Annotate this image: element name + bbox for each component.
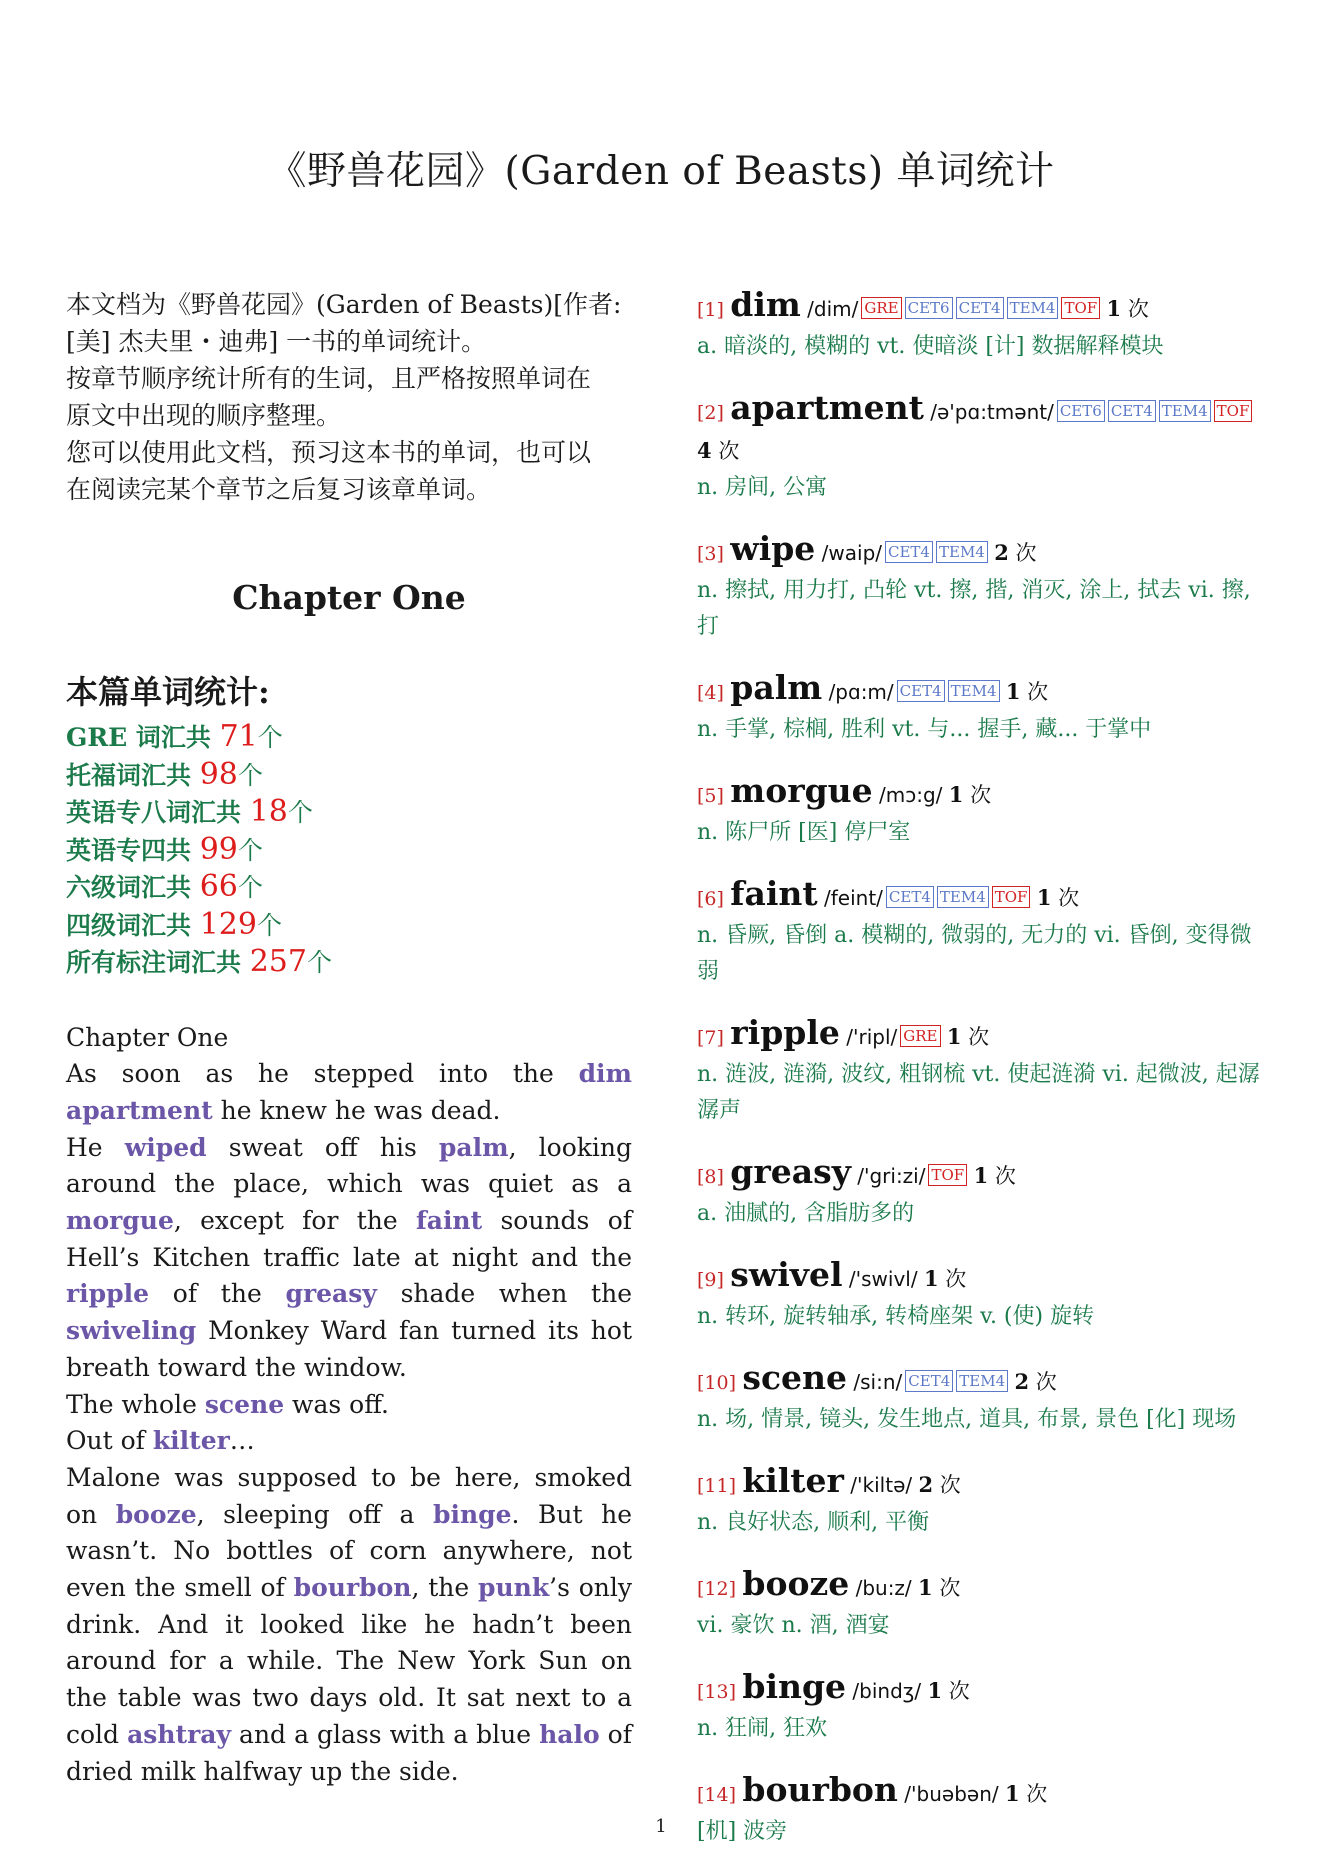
entry-times-label: 次 <box>968 1025 990 1049</box>
entry-frequency <box>918 1473 960 1497</box>
text-span: sweat off his <box>206 1132 439 1162</box>
entry-frequency <box>1014 1370 1056 1394</box>
text-span: He <box>66 1132 125 1162</box>
entry-count: 4 <box>697 438 712 463</box>
entry-definition: a. 油腻的, 含脂肪多的 <box>697 1201 915 1226</box>
exam-tag: GRE <box>900 1025 940 1047</box>
entry-index: [13] <box>697 1681 737 1703</box>
text-span: As soon as he stepped into the <box>66 1059 579 1089</box>
keyword-scene[interactable]: scene <box>204 1389 285 1419</box>
keyword-morgue[interactable]: morgue <box>66 1206 174 1236</box>
stat-unit: 个 <box>256 910 282 940</box>
exam-tag: GRE <box>861 297 901 319</box>
vocab-entry <box>697 286 1267 365</box>
text-span: , except for the <box>173 1206 416 1236</box>
exam-tag: CET4 <box>885 541 933 563</box>
entry-word[interactable]: swivel <box>730 1255 843 1294</box>
entry-times-label: 次 <box>945 1267 967 1291</box>
entry-count: 1 <box>1005 679 1021 704</box>
stat-count: 71 <box>219 719 258 754</box>
entry-count: 1 <box>948 782 964 807</box>
entry-frequency <box>1037 886 1079 910</box>
entry-index: [11] <box>697 1475 737 1497</box>
text-span: shade when the <box>376 1279 632 1309</box>
vocab-list <box>697 286 1267 1874</box>
text-span: . But he wasn’t. No bottles of corn anywhere, not even the smell of <box>66 1499 632 1603</box>
text-span: , sleeping off a <box>196 1499 433 1529</box>
vocab-entry <box>697 1153 1267 1232</box>
entry-phonetic: /bu:z/ <box>855 1576 912 1600</box>
entry-times-label: 次 <box>1127 297 1149 321</box>
entry-definition: vi. 豪饮 n. 酒, 酒宴 <box>697 1613 890 1638</box>
stat-count: 257 <box>249 944 307 979</box>
exam-tag: TEM4 <box>936 541 988 563</box>
entry-frequency <box>994 541 1036 565</box>
vocab-entry <box>697 530 1267 645</box>
entry-phonetic: /'buəbən/ <box>904 1782 999 1806</box>
entry-definition: n. 昏厥, 昏倒 a. 模糊的, 微弱的, 无力的 vi. 昏倒, 变得微弱 <box>697 923 1252 984</box>
text-span: sounds of Hell’s Kitchen traffic late at night and the <box>66 1206 632 1272</box>
vocab-entry <box>697 1462 1267 1541</box>
exam-tag: TOF <box>1061 297 1100 319</box>
entry-frequency <box>918 1576 960 1600</box>
exam-tag: CET4 <box>897 680 945 702</box>
entry-word[interactable]: binge <box>742 1667 847 1706</box>
stat-all <box>66 944 632 982</box>
entry-index: [12] <box>697 1578 737 1600</box>
text-paragraph <box>66 1387 632 1424</box>
entry-index: [9] <box>697 1269 724 1291</box>
stats-title: 本篇单词统计: <box>66 673 270 711</box>
entry-index: [5] <box>697 785 724 807</box>
entry-phonetic: /mɔ:g/ <box>879 783 943 807</box>
entry-frequency <box>949 783 991 807</box>
stat-unit: 个 <box>237 835 263 865</box>
entry-index: [8] <box>697 1166 724 1188</box>
intro-line: 在阅读完某个章节之后复习该章单词。 <box>66 475 492 504</box>
stat-tem4 <box>66 832 632 870</box>
stats-list <box>66 719 632 982</box>
text-paragraph <box>66 1460 632 1790</box>
keyword-apartment[interactable]: apartment <box>66 1095 213 1125</box>
stat-label: 托福词汇共 <box>66 760 200 790</box>
keyword-bourbon[interactable]: bourbon <box>293 1573 412 1603</box>
page-number: 1 <box>655 1816 667 1837</box>
entry-headline <box>697 1565 1267 1608</box>
stat-label: 英语专四共 <box>66 835 200 865</box>
entry-count: 1 <box>946 1024 962 1049</box>
entry-index: [10] <box>697 1372 737 1394</box>
keyword-booze[interactable]: booze <box>115 1499 197 1529</box>
entry-count: 1 <box>1106 296 1122 321</box>
entry-word[interactable]: bourbon <box>742 1770 898 1809</box>
entry-word[interactable]: ripple <box>730 1013 840 1052</box>
vocab-entry <box>697 875 1267 990</box>
entry-headline <box>697 1153 1267 1196</box>
keyword-dim[interactable]: dim <box>578 1059 632 1089</box>
keyword-ripple[interactable]: ripple <box>66 1279 150 1309</box>
stat-unit: 个 <box>306 948 332 977</box>
vocab-entry <box>697 1256 1267 1335</box>
entry-word[interactable]: booze <box>742 1564 850 1603</box>
entry-definition: n. 良好状态, 顺利, 平衡 <box>697 1510 930 1535</box>
intro-line: 您可以使用此文档，预习这本书的单词，也可以 <box>66 438 592 467</box>
entry-times-label: 次 <box>994 1164 1016 1188</box>
stat-unit: 个 <box>287 798 313 827</box>
text-span: of dried milk halfway up the side. <box>66 1719 632 1786</box>
entry-word[interactable]: greasy <box>730 1152 851 1191</box>
text-span: of the <box>149 1279 286 1309</box>
entry-definition: n. 手掌, 棕榈, 胜利 vt. 与... 握手, 藏... 于掌中 <box>697 717 1152 742</box>
exam-tag: TOF <box>928 1164 967 1186</box>
text-paragraph <box>66 1423 632 1460</box>
stat-cet6 <box>66 869 632 907</box>
entry-index: [3] <box>697 543 724 565</box>
text-span: he knew he was dead. <box>212 1095 501 1125</box>
entry-phonetic: /feint/ <box>824 886 883 910</box>
intro-line: 原文中出现的顺序整理。 <box>66 401 342 430</box>
exam-tag: CET6 <box>905 297 953 319</box>
left-column <box>66 286 632 1790</box>
exam-tag: CET4 <box>1108 400 1156 422</box>
text-span: The whole <box>66 1389 205 1419</box>
keyword-faint[interactable]: faint <box>415 1206 483 1236</box>
entry-times-label: 次 <box>939 1473 961 1497</box>
entry-times-label: 次 <box>1015 541 1037 565</box>
text-paragraph <box>66 1056 632 1129</box>
entry-count: 1 <box>927 1678 943 1703</box>
stat-label: 四级词汇共 <box>66 910 200 940</box>
keyword-ashtray[interactable]: ashtray <box>127 1719 231 1749</box>
entry-headline <box>697 669 1267 712</box>
vocab-entry <box>697 1359 1267 1438</box>
stat-unit: 个 <box>257 723 283 752</box>
entry-index: [2] <box>697 402 724 424</box>
intro-line: 本文档为《野兽花园》(Garden of Beasts)[作者: <box>66 290 622 319</box>
text-line: Chapter One <box>66 1022 229 1052</box>
intro-paragraph <box>66 286 632 508</box>
entry-word[interactable]: palm <box>730 668 823 707</box>
entry-headline <box>697 875 1267 918</box>
entry-headline <box>697 1668 1267 1711</box>
entry-definition: n. 擦拭, 用力打, 凸轮 vt. 擦, 揩, 消灭, 涂上, 拭去 vi. 擦, 打 <box>697 578 1251 639</box>
intro-line: 按章节顺序统计所有的生词，且严格按照单词在 <box>66 364 592 393</box>
stat-unit: 个 <box>237 873 263 902</box>
text-span: … <box>229 1426 255 1456</box>
entry-count: 2 <box>918 1472 934 1497</box>
entry-definition: n. 转环, 旋转轴承, 转椅座架 v. (使) 旋转 <box>697 1304 1095 1329</box>
stat-count: 66 <box>199 869 238 904</box>
entry-headline <box>697 286 1267 329</box>
entry-times-label: 次 <box>1027 680 1049 704</box>
text-span: , the <box>411 1573 478 1603</box>
entry-headline <box>697 1014 1267 1057</box>
intro-line: [美] 杰夫里・迪弗] 一书的单词统计。 <box>66 327 487 356</box>
text-span: , looking around the place, which was quiet as a <box>66 1132 632 1199</box>
chapter-title: Chapter One <box>232 578 466 617</box>
stat-count: 98 <box>199 756 238 792</box>
entry-word[interactable]: dim <box>730 285 801 324</box>
entry-definition: [机] 波旁 <box>697 1819 788 1844</box>
keyword-kilter[interactable]: kilter <box>152 1426 230 1456</box>
entry-definition: a. 暗淡的, 模糊的 vt. 使暗淡 [计] 数据解释模块 <box>697 334 1164 359</box>
exam-tag: CET4 <box>956 297 1004 319</box>
entry-headline <box>697 389 1267 470</box>
exam-tag: TEM4 <box>1159 400 1211 422</box>
entry-times-label: 次 <box>939 1576 961 1600</box>
text-span: was off. <box>284 1389 390 1419</box>
vocab-entry <box>697 669 1267 748</box>
stat-count: 129 <box>199 906 257 942</box>
stat-count: 99 <box>199 831 238 867</box>
entry-index: [14] <box>697 1784 737 1806</box>
entry-definition: n. 狂闹, 狂欢 <box>697 1716 828 1741</box>
keyword-swiveling[interactable]: swiveling <box>66 1316 197 1346</box>
page-title: 《野兽花园》(Garden of Beasts) 单词统计 <box>267 149 1055 194</box>
exam-tag: CET4 <box>886 886 934 908</box>
stat-label: 所有标注词汇共 <box>66 948 250 977</box>
exam-tag: TEM4 <box>1007 297 1059 319</box>
exam-tag: CET4 <box>905 1370 953 1392</box>
exam-tag: TEM4 <box>937 886 989 908</box>
entry-count: 2 <box>994 540 1009 565</box>
stat-unit: 个 <box>237 760 263 790</box>
stat-count: 18 <box>249 794 288 829</box>
entry-times-label: 次 <box>1026 1782 1048 1806</box>
entry-count: 2 <box>1014 1369 1030 1394</box>
vocab-entry <box>697 389 1267 506</box>
stat-gre <box>66 719 632 757</box>
text-span: Monkey Ward fan turned its hot breath toward the window. <box>66 1316 632 1382</box>
entry-times-label: 次 <box>718 439 740 463</box>
keyword-punk[interactable]: punk <box>477 1573 550 1603</box>
entry-definition: n. 涟波, 涟漪, 波纹, 粗钢梳 vt. 使起涟漪 vi. 起微波, 起潺潺声 <box>697 1062 1260 1123</box>
entry-phonetic: /'ripl/ <box>846 1025 898 1049</box>
text-span: and a glass with a blue <box>231 1719 540 1749</box>
vocab-entry <box>697 1668 1267 1747</box>
entry-phonetic: /waip/ <box>821 541 882 565</box>
entry-definition: n. 场, 情景, 镜头, 发生地点, 道具, 布景, 景色 [化] 现场 <box>697 1407 1237 1432</box>
entry-frequency <box>947 1025 989 1049</box>
entry-index: [4] <box>697 682 724 704</box>
text-paragraph <box>66 1130 632 1387</box>
entry-index: [6] <box>697 888 724 910</box>
entry-count: 1 <box>1036 885 1052 910</box>
entry-times-label: 次 <box>1035 1370 1057 1394</box>
entry-definition: n. 陈尸所 [医] 停尸室 <box>697 820 911 845</box>
vocab-entry <box>697 772 1267 851</box>
entry-headline <box>697 1771 1267 1814</box>
keyword-palm[interactable]: palm <box>438 1132 509 1162</box>
exam-tag: TOF <box>992 886 1031 908</box>
entry-headline <box>697 1256 1267 1299</box>
entry-headline <box>697 1462 1267 1505</box>
exam-tag: TOF <box>1214 400 1253 422</box>
entry-headline <box>697 530 1267 573</box>
entry-frequency <box>697 439 739 463</box>
entry-phonetic: /dim/ <box>807 297 859 321</box>
entry-word[interactable]: scene <box>742 1358 848 1397</box>
entry-times-label: 次 <box>970 783 992 807</box>
stat-cet4 <box>66 907 632 945</box>
exam-tag: TEM4 <box>956 1370 1008 1392</box>
text-span: Malone was supposed to be here, smoked on <box>66 1462 632 1529</box>
entry-phonetic: /pɑ:m/ <box>828 680 894 704</box>
entry-frequency <box>974 1164 1016 1188</box>
entry-times-label: 次 <box>1058 886 1080 910</box>
keyword-wiped[interactable]: wiped <box>124 1132 207 1162</box>
entry-index: [7] <box>697 1027 724 1049</box>
entry-headline <box>697 1359 1267 1402</box>
entry-headline <box>697 772 1267 815</box>
entry-count: 1 <box>918 1575 933 1600</box>
vocab-entry <box>697 1014 1267 1129</box>
entry-phonetic: /si:n/ <box>853 1370 903 1394</box>
entry-count: 1 <box>1004 1781 1020 1806</box>
stat-label: 英语专八词汇共 <box>66 798 250 827</box>
entry-phonetic: /'kiltə/ <box>850 1473 913 1497</box>
exam-tag: TEM4 <box>948 680 1000 702</box>
entry-times-label: 次 <box>948 1679 970 1703</box>
chapter-text <box>66 1020 632 1791</box>
stat-label: GRE 词汇共 <box>66 723 220 752</box>
keyword-binge[interactable]: binge <box>433 1499 512 1529</box>
entry-word[interactable]: faint <box>730 874 818 913</box>
text-span: ’s only drink. And it looked like he hadn’t been around for a while. The New York Sun on the table was two days old. It sat next to a cold <box>66 1573 632 1749</box>
entry-phonetic: /'gri:zi/ <box>857 1164 926 1188</box>
entry-count: 1 <box>923 1266 939 1291</box>
entry-frequency <box>1005 1782 1047 1806</box>
entry-frequency <box>924 1267 966 1291</box>
entry-index: [1] <box>697 299 724 321</box>
entry-word[interactable]: morgue <box>730 771 873 810</box>
vocab-entry <box>697 1771 1267 1850</box>
text-span: Out of <box>66 1426 153 1456</box>
keyword-halo[interactable]: halo <box>539 1719 600 1749</box>
stat-label: 六级词汇共 <box>66 873 200 902</box>
exam-tag: CET6 <box>1057 400 1105 422</box>
entry-phonetic: /'swivl/ <box>848 1267 918 1291</box>
entry-frequency <box>1107 297 1149 321</box>
entry-frequency <box>927 1679 969 1703</box>
stat-tem8 <box>66 794 632 832</box>
entry-word[interactable]: apartment <box>730 388 924 427</box>
entry-word[interactable]: kilter <box>742 1461 844 1500</box>
entry-frequency <box>1006 680 1048 704</box>
entry-word[interactable]: wipe <box>730 529 816 568</box>
entry-count: 1 <box>973 1163 989 1188</box>
entry-phonetic: /bindʒ/ <box>852 1679 922 1703</box>
entry-phonetic: /ə'pɑ:tmənt/ <box>930 400 1054 424</box>
vocab-entry <box>697 1565 1267 1644</box>
keyword-greasy[interactable]: greasy <box>285 1279 377 1309</box>
stat-toefl <box>66 757 632 795</box>
entry-definition: n. 房间, 公寓 <box>697 475 828 500</box>
